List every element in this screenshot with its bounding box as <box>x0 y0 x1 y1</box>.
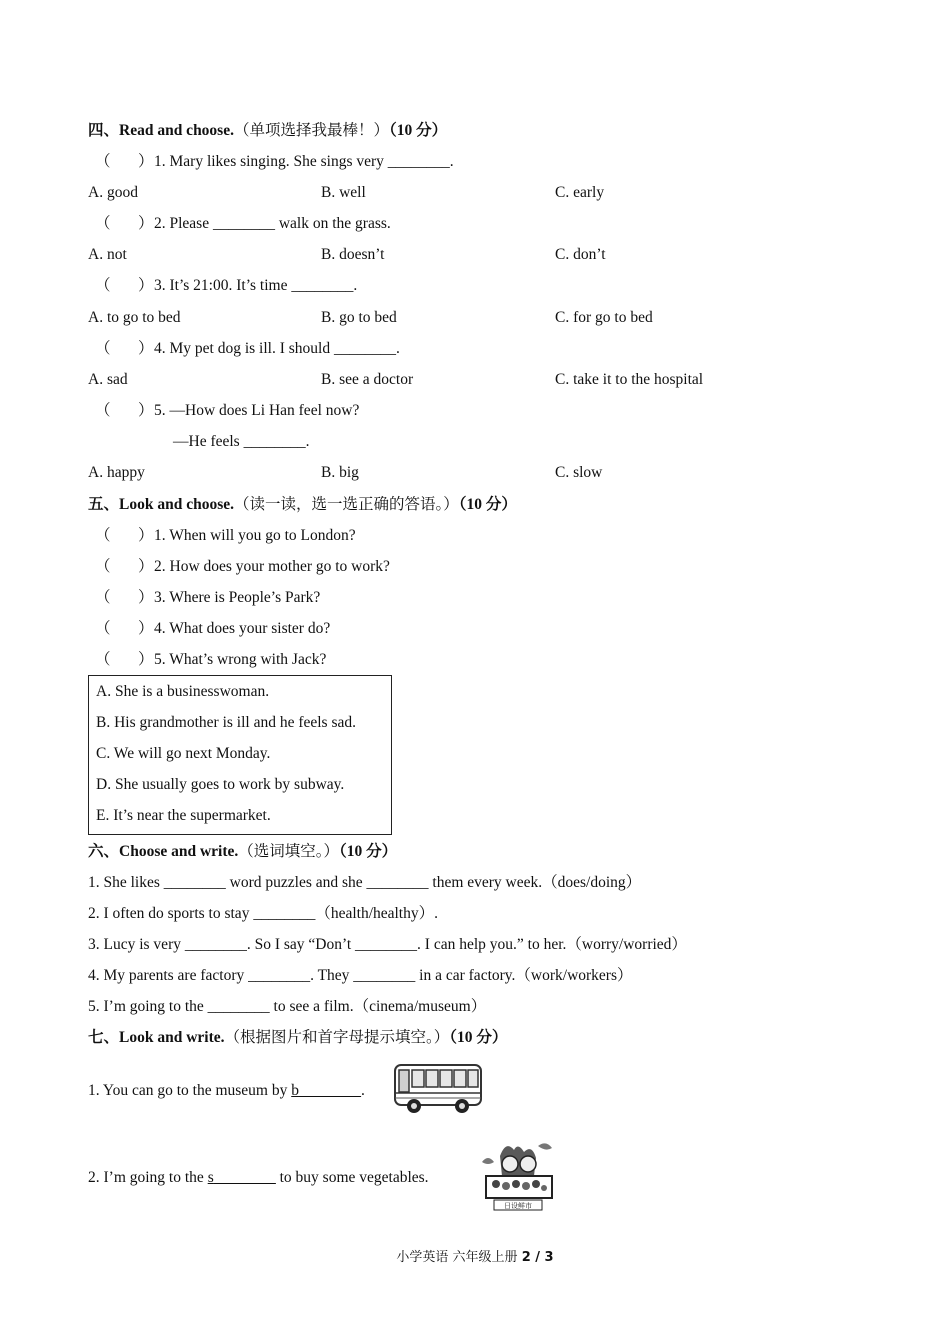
answer-paren-close: ） <box>138 651 154 668</box>
answer-paren-close: ） <box>138 277 154 294</box>
section-7-heading <box>88 1028 507 1048</box>
item-text: to buy some vegetables. <box>275 1169 429 1186</box>
option-a: A. sad <box>88 371 128 388</box>
option-c: C. take it to the hospital <box>555 371 704 388</box>
page-footer <box>0 1246 950 1265</box>
fill-blank-item: 3. Lucy is very ________. So I say “Don’t ________. I can help you.” to her.（worry/worried） <box>88 936 687 953</box>
answer-option: B. His grandmother is ill and he feels sad. <box>96 714 357 731</box>
answer-paren-open[interactable]: （ <box>95 215 111 232</box>
heading-points: （10 分） <box>339 843 398 860</box>
fill-blank-item: 4. My parents are factory ________. They ________ in a car factory.（work/workers） <box>88 967 633 984</box>
answer-paren-close: ） <box>138 153 154 170</box>
answer-option: D. She usually goes to work by subway. <box>96 776 345 793</box>
answer-paren-close: ） <box>138 402 154 419</box>
question-text: 2. Please ________ walk on the grass. <box>154 215 391 232</box>
letter-hint[interactable] <box>208 1169 276 1186</box>
look-write-item-2 <box>88 1168 429 1188</box>
question-text: 5. What’s wrong with Jack? <box>154 651 327 668</box>
answer-paren-close: ） <box>138 215 154 232</box>
option-a: A. good <box>88 184 138 201</box>
item-text: 1. You can go to the museum by <box>88 1082 292 1099</box>
answer-paren-open[interactable]: （ <box>95 340 111 357</box>
question-text: 5. —How does Li Han feel now? <box>154 402 360 419</box>
answer-paren-open[interactable]: （ <box>95 651 111 668</box>
heading-en: 六、Choose and write. <box>88 843 239 860</box>
option-c: C. early <box>555 184 605 201</box>
heading-cn: （根据图片和首字母提示填空。） <box>224 1029 450 1046</box>
option-c: C. for go to bed <box>555 309 653 326</box>
option-b: B. see a doctor <box>321 371 414 388</box>
option-b: B. go to bed <box>321 309 397 326</box>
heading-cn: （单项选择我最棒！） <box>233 122 389 139</box>
heading-en: 五、Look and choose. <box>88 496 234 513</box>
answer-option: E. It’s near the supermarket. <box>96 807 271 824</box>
answer-paren-open[interactable]: （ <box>95 277 111 294</box>
question-text: 2. How does your mother go to work? <box>154 558 390 575</box>
answer-paren-open[interactable]: （ <box>95 558 111 575</box>
section-6-heading <box>88 842 397 862</box>
heading-cn: （读一读，选一选正确的答语。） <box>234 496 459 513</box>
hint-letter: s <box>207 1169 214 1186</box>
answer-paren-close: ） <box>138 558 154 575</box>
answer-paren-close: ） <box>138 340 154 357</box>
hint-letter: b <box>291 1082 299 1099</box>
answer-paren-open[interactable]: （ <box>95 527 111 544</box>
question-text: 4. My pet dog is ill. I should ________. <box>154 340 400 357</box>
heading-points: （10 分） <box>389 122 448 139</box>
blank: ________ <box>213 1169 276 1186</box>
option-a: A. happy <box>88 464 145 481</box>
question-text: 1. When will you go to London? <box>154 527 356 544</box>
answer-paren-open[interactable]: （ <box>95 589 111 606</box>
heading-points: （10 分） <box>458 496 517 513</box>
option-a: A. to go to bed <box>88 309 181 326</box>
answer-paren-open[interactable]: （ <box>95 153 111 170</box>
page-number: 2 / 3 <box>521 1250 554 1265</box>
section-5-heading <box>88 495 517 515</box>
question-text: 4. What does your sister do? <box>154 620 331 637</box>
option-b: B. big <box>321 464 359 481</box>
blank: ________ <box>298 1082 361 1099</box>
footer-text: 小学英语 六年级上册 <box>396 1250 522 1265</box>
answer-option: A. She is a businesswoman. <box>96 683 270 700</box>
question-text-line2: —He feels ________. <box>173 433 310 450</box>
answer-paren-close: ） <box>138 527 154 544</box>
option-b: B. well <box>321 184 366 201</box>
question-text: 3. It’s 21:00. It’s time ________. <box>154 277 358 294</box>
question-text: 3. Where is People’s Park? <box>154 589 321 606</box>
answer-paren-close: ） <box>138 589 154 606</box>
option-a: A. not <box>88 246 127 263</box>
item-text: . <box>360 1082 365 1099</box>
heading-en: 七、Look and write. <box>88 1029 225 1046</box>
stall-sign-text: 日设鲜市 <box>504 1202 532 1210</box>
fill-blank-item: 5. I’m going to the ________ to see a film.（cinema/museum） <box>88 998 487 1015</box>
supermarket-picture <box>472 1136 568 1216</box>
fill-blank-item: 1. She likes ________ word puzzles and she ________ them every week.（does/doing） <box>88 874 642 891</box>
heading-en: 四、Read and choose. <box>88 122 234 139</box>
answer-paren-open[interactable]: （ <box>95 620 111 637</box>
section-4-heading <box>88 121 447 141</box>
answer-paren-open[interactable]: （ <box>95 402 111 419</box>
option-c: C. don’t <box>555 246 606 263</box>
fill-blank-item: 2. I often do sports to stay ________（health/healthy）. <box>88 905 438 922</box>
bus-picture <box>392 1060 484 1118</box>
answer-option: C. We will go next Monday. <box>96 745 271 762</box>
look-write-item-1 <box>88 1081 365 1101</box>
heading-points: （10 分） <box>449 1029 508 1046</box>
answer-paren-close: ） <box>138 620 154 637</box>
item-text: 2. I’m going to the <box>88 1169 208 1186</box>
heading-cn: （选词填空。） <box>238 843 340 860</box>
option-b: B. doesn’t <box>321 246 385 263</box>
option-c: C. slow <box>555 464 603 481</box>
question-text: 1. Mary likes singing. She sings very ________. <box>154 153 454 170</box>
letter-hint[interactable] <box>291 1082 361 1099</box>
